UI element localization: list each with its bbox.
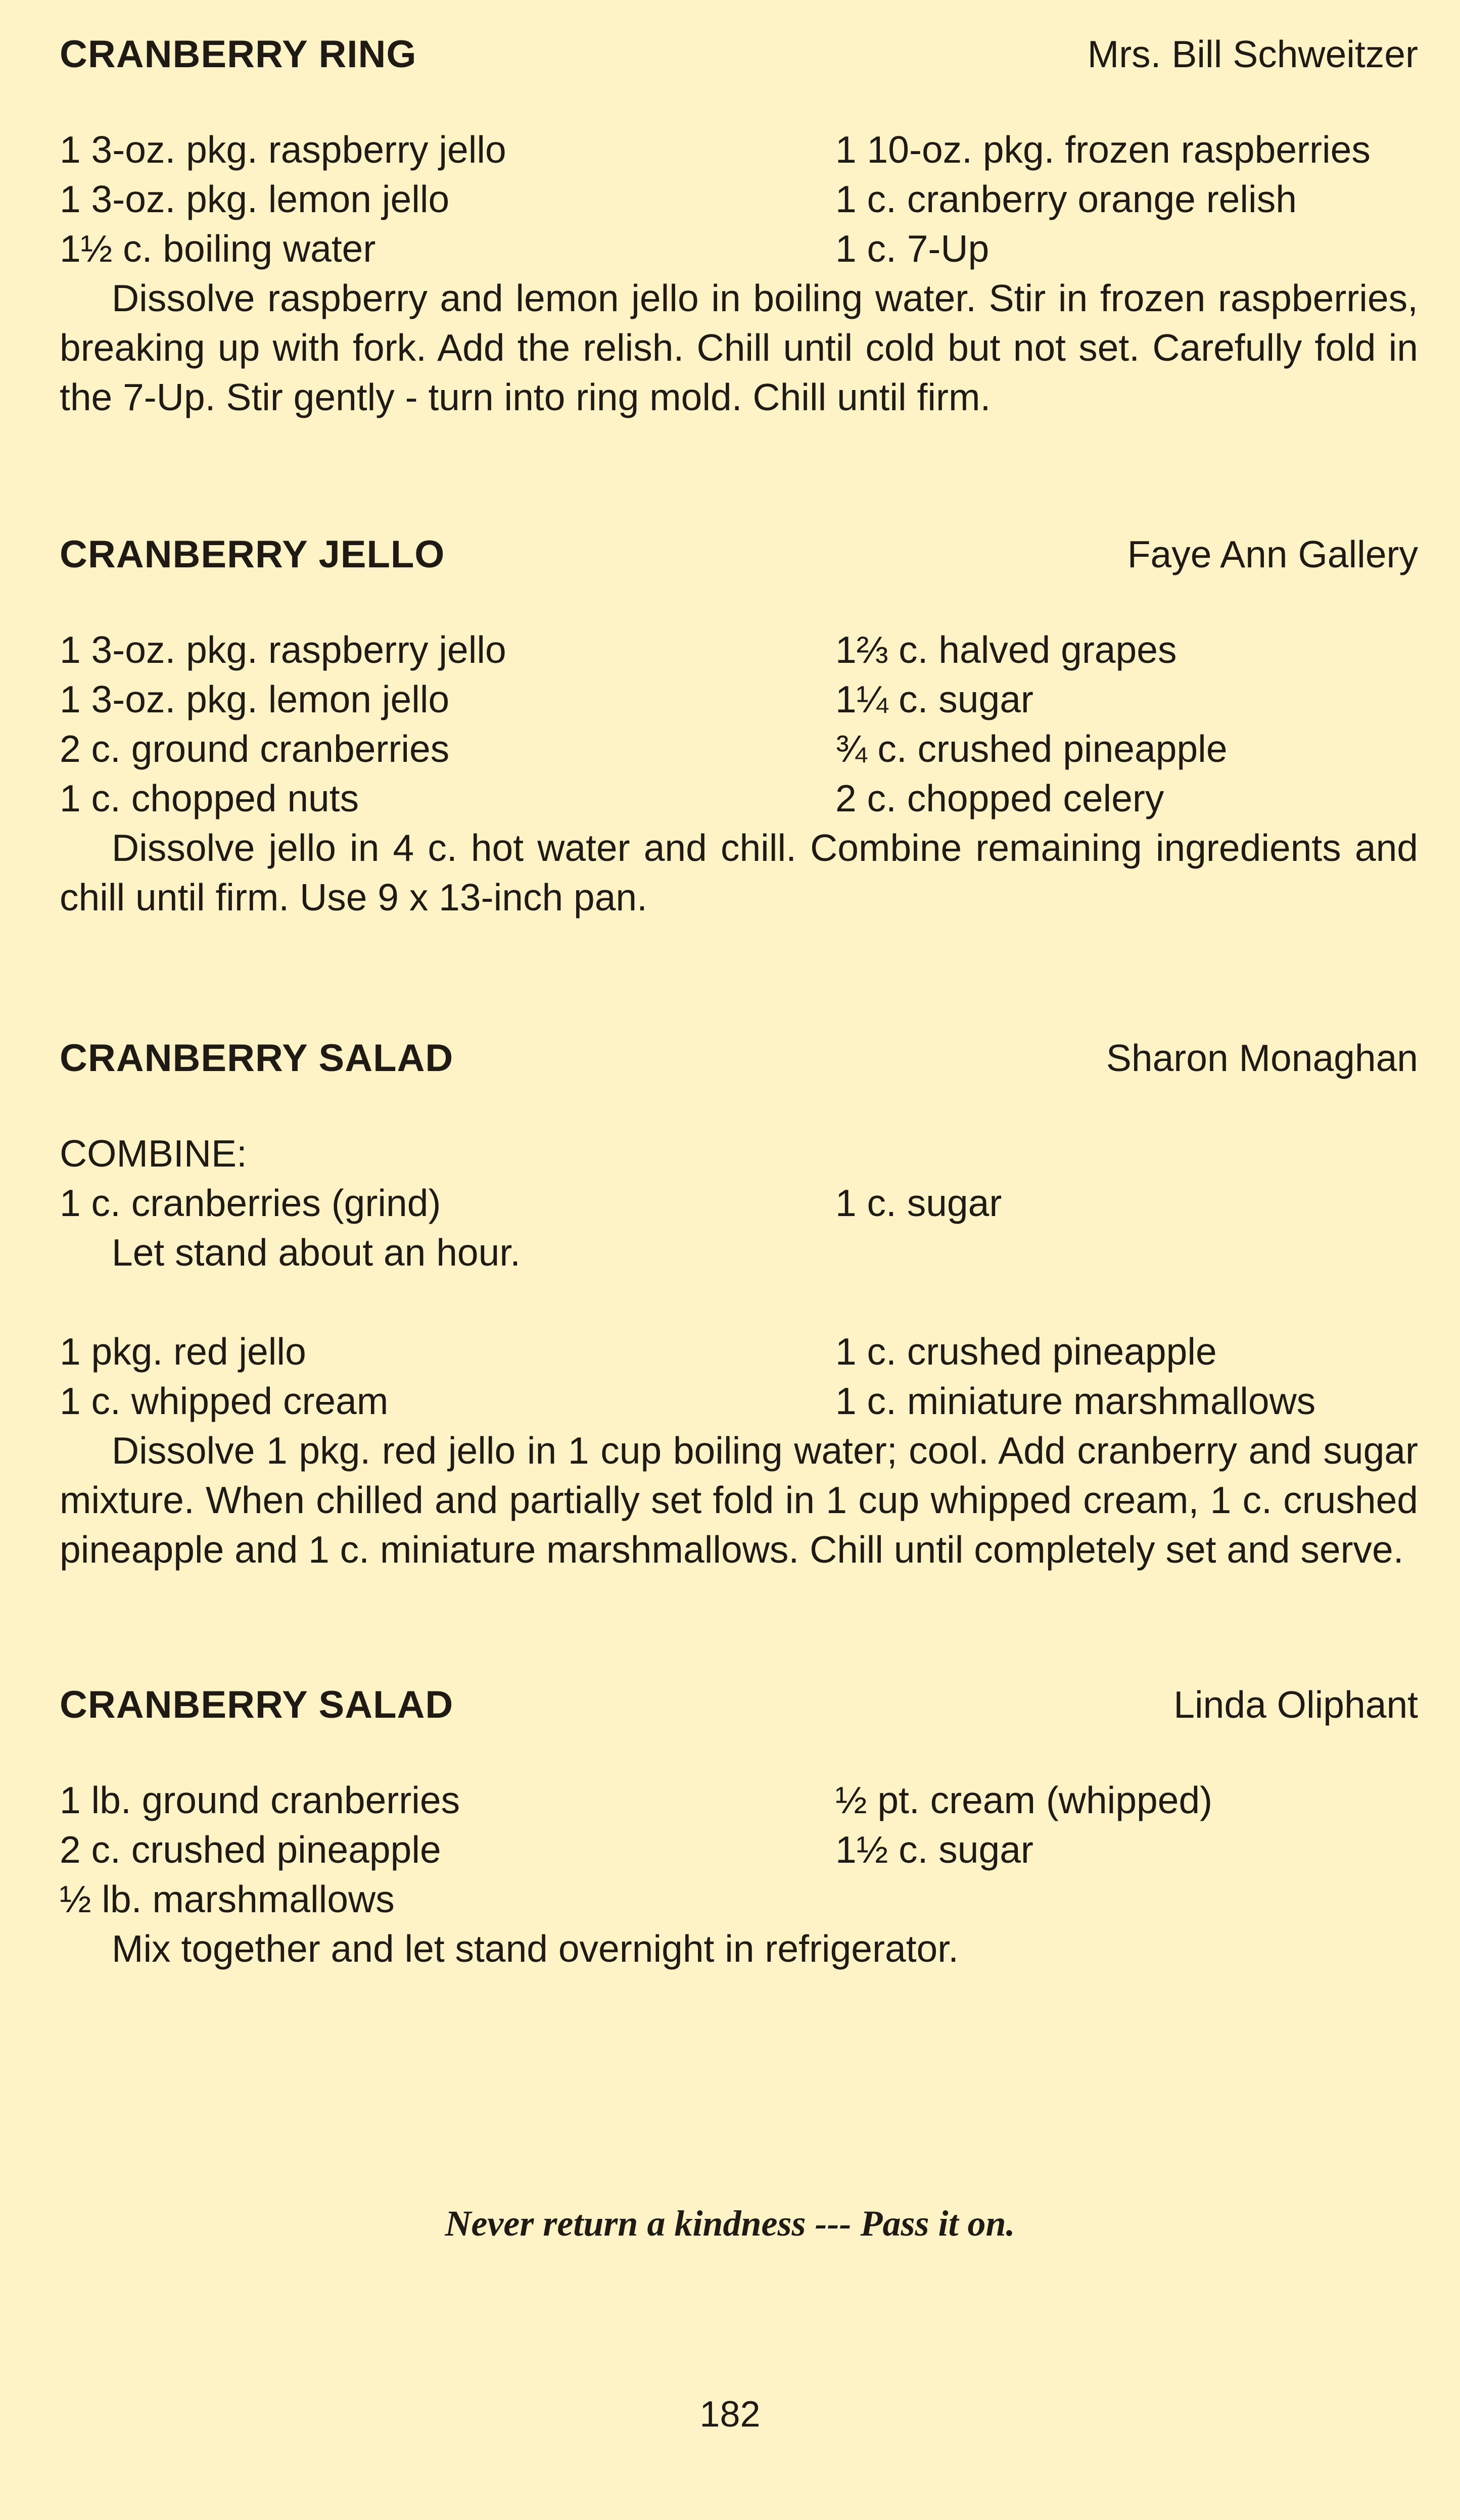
recipe-author: Sharon Monaghan <box>1106 1037 1418 1079</box>
recipe-directions: Mix together and let stand overnight in refrigerator. <box>112 1927 959 1970</box>
ingredient: 1 10-oz. pkg. frozen raspberries <box>835 128 1371 171</box>
ingredient: ¾ c. crushed pineapple <box>835 728 1228 770</box>
recipe-note: Let stand about an hour. <box>112 1231 521 1274</box>
recipe-author: Linda Oliphant <box>1173 1683 1418 1726</box>
recipe-directions: Dissolve 1 pkg. red jello in 1 cup boiling water; cool. Add cranberry and sugar mixture. When chilled and partially set fold in 1 cup whipped cream, 1 c. crushed pineapple and 1 c. miniature marshmallows. Chill until completely set and serve. <box>60 1429 1418 1571</box>
ingredient: 1 3-oz. pkg. raspberry jello <box>60 628 506 671</box>
ingredient: 2 c. ground cranberries <box>60 728 450 770</box>
recipe-header <box>60 529 1418 579</box>
ingredient: 1 c. cranberry orange relish <box>835 178 1297 220</box>
recipe-author: Faye Ann Gallery <box>1127 533 1418 575</box>
page-number: 182 <box>699 2394 761 2435</box>
ingredient: 1½ c. boiling water <box>60 227 376 270</box>
footer-quote: Never return a kindness --- Pass it on. <box>445 2203 1015 2244</box>
ingredient: 1 c. miniature marshmallows <box>835 1380 1316 1422</box>
combine-label: COMBINE: <box>60 1132 247 1175</box>
recipe-directions: Dissolve raspberry and lemon jello in boiling water. Stir in frozen raspberries, breaking up with fork. Add the relish. Chill until cold but not set. Carefully fold in the 7-Up. Stir gently - turn into ring mold. Chill until firm. <box>60 277 1418 418</box>
ingredient: 1½ c. sugar <box>835 1828 1033 1871</box>
ingredient-list <box>60 125 1418 273</box>
ingredient: ½ lb. marshmallows <box>60 1878 395 1920</box>
recipe-cranberry-salad-monaghan <box>60 1033 1418 1574</box>
recipe-cranberry-ring <box>60 29 1418 422</box>
ingredient: 1 3-oz. pkg. raspberry jello <box>60 128 506 171</box>
recipe-title: CRANBERRY SALAD <box>60 1037 454 1080</box>
ingredient: 1¼ c. sugar <box>835 678 1033 720</box>
recipe-header <box>60 1680 1418 1730</box>
ingredient: 1⅔ c. halved grapes <box>835 628 1177 671</box>
recipe-title: CRANBERRY RING <box>60 33 417 76</box>
ingredient: 1 lb. ground cranberries <box>60 1779 460 1821</box>
recipe-cranberry-salad-oliphant <box>60 1680 1418 1973</box>
recipe-cranberry-jello <box>60 529 1418 922</box>
ingredient: 1 c. chopped nuts <box>60 777 359 819</box>
ingredient <box>835 1874 1418 1924</box>
ingredient-list <box>60 1775 1418 1924</box>
ingredient: 1 c. 7-Up <box>835 227 990 270</box>
ingredient: 1 c. whipped cream <box>60 1380 389 1422</box>
ingredient: ½ pt. cream (whipped) <box>835 1779 1213 1821</box>
recipe-directions: Dissolve jello in 4 c. hot water and chill. Combine remaining ingredients and chill until firm. Use 9 x 13-inch pan. <box>60 827 1418 918</box>
ingredient: 2 c. crushed pineapple <box>60 1828 441 1871</box>
recipe-title: CRANBERRY JELLO <box>60 533 445 576</box>
ingredient: 1 3-oz. pkg. lemon jello <box>60 178 450 220</box>
spacer <box>60 1277 1418 1327</box>
recipe-header <box>60 29 1418 79</box>
ingredient: 1 pkg. red jello <box>60 1330 306 1373</box>
recipe-header <box>60 1033 1418 1083</box>
ingredient-list <box>60 1178 1418 1228</box>
recipe-author: Mrs. Bill Schweitzer <box>1087 33 1418 75</box>
ingredient: 1 3-oz. pkg. lemon jello <box>60 678 450 720</box>
ingredient-list <box>60 1327 1418 1426</box>
ingredient: 1 c. crushed pineapple <box>835 1330 1217 1373</box>
ingredient-list <box>60 625 1418 823</box>
recipe-title: CRANBERRY SALAD <box>60 1683 454 1726</box>
ingredient: 2 c. chopped celery <box>835 777 1164 819</box>
ingredient: 1 c. cranberries (grind) <box>60 1182 441 1224</box>
ingredient: 1 c. sugar <box>835 1182 1002 1224</box>
